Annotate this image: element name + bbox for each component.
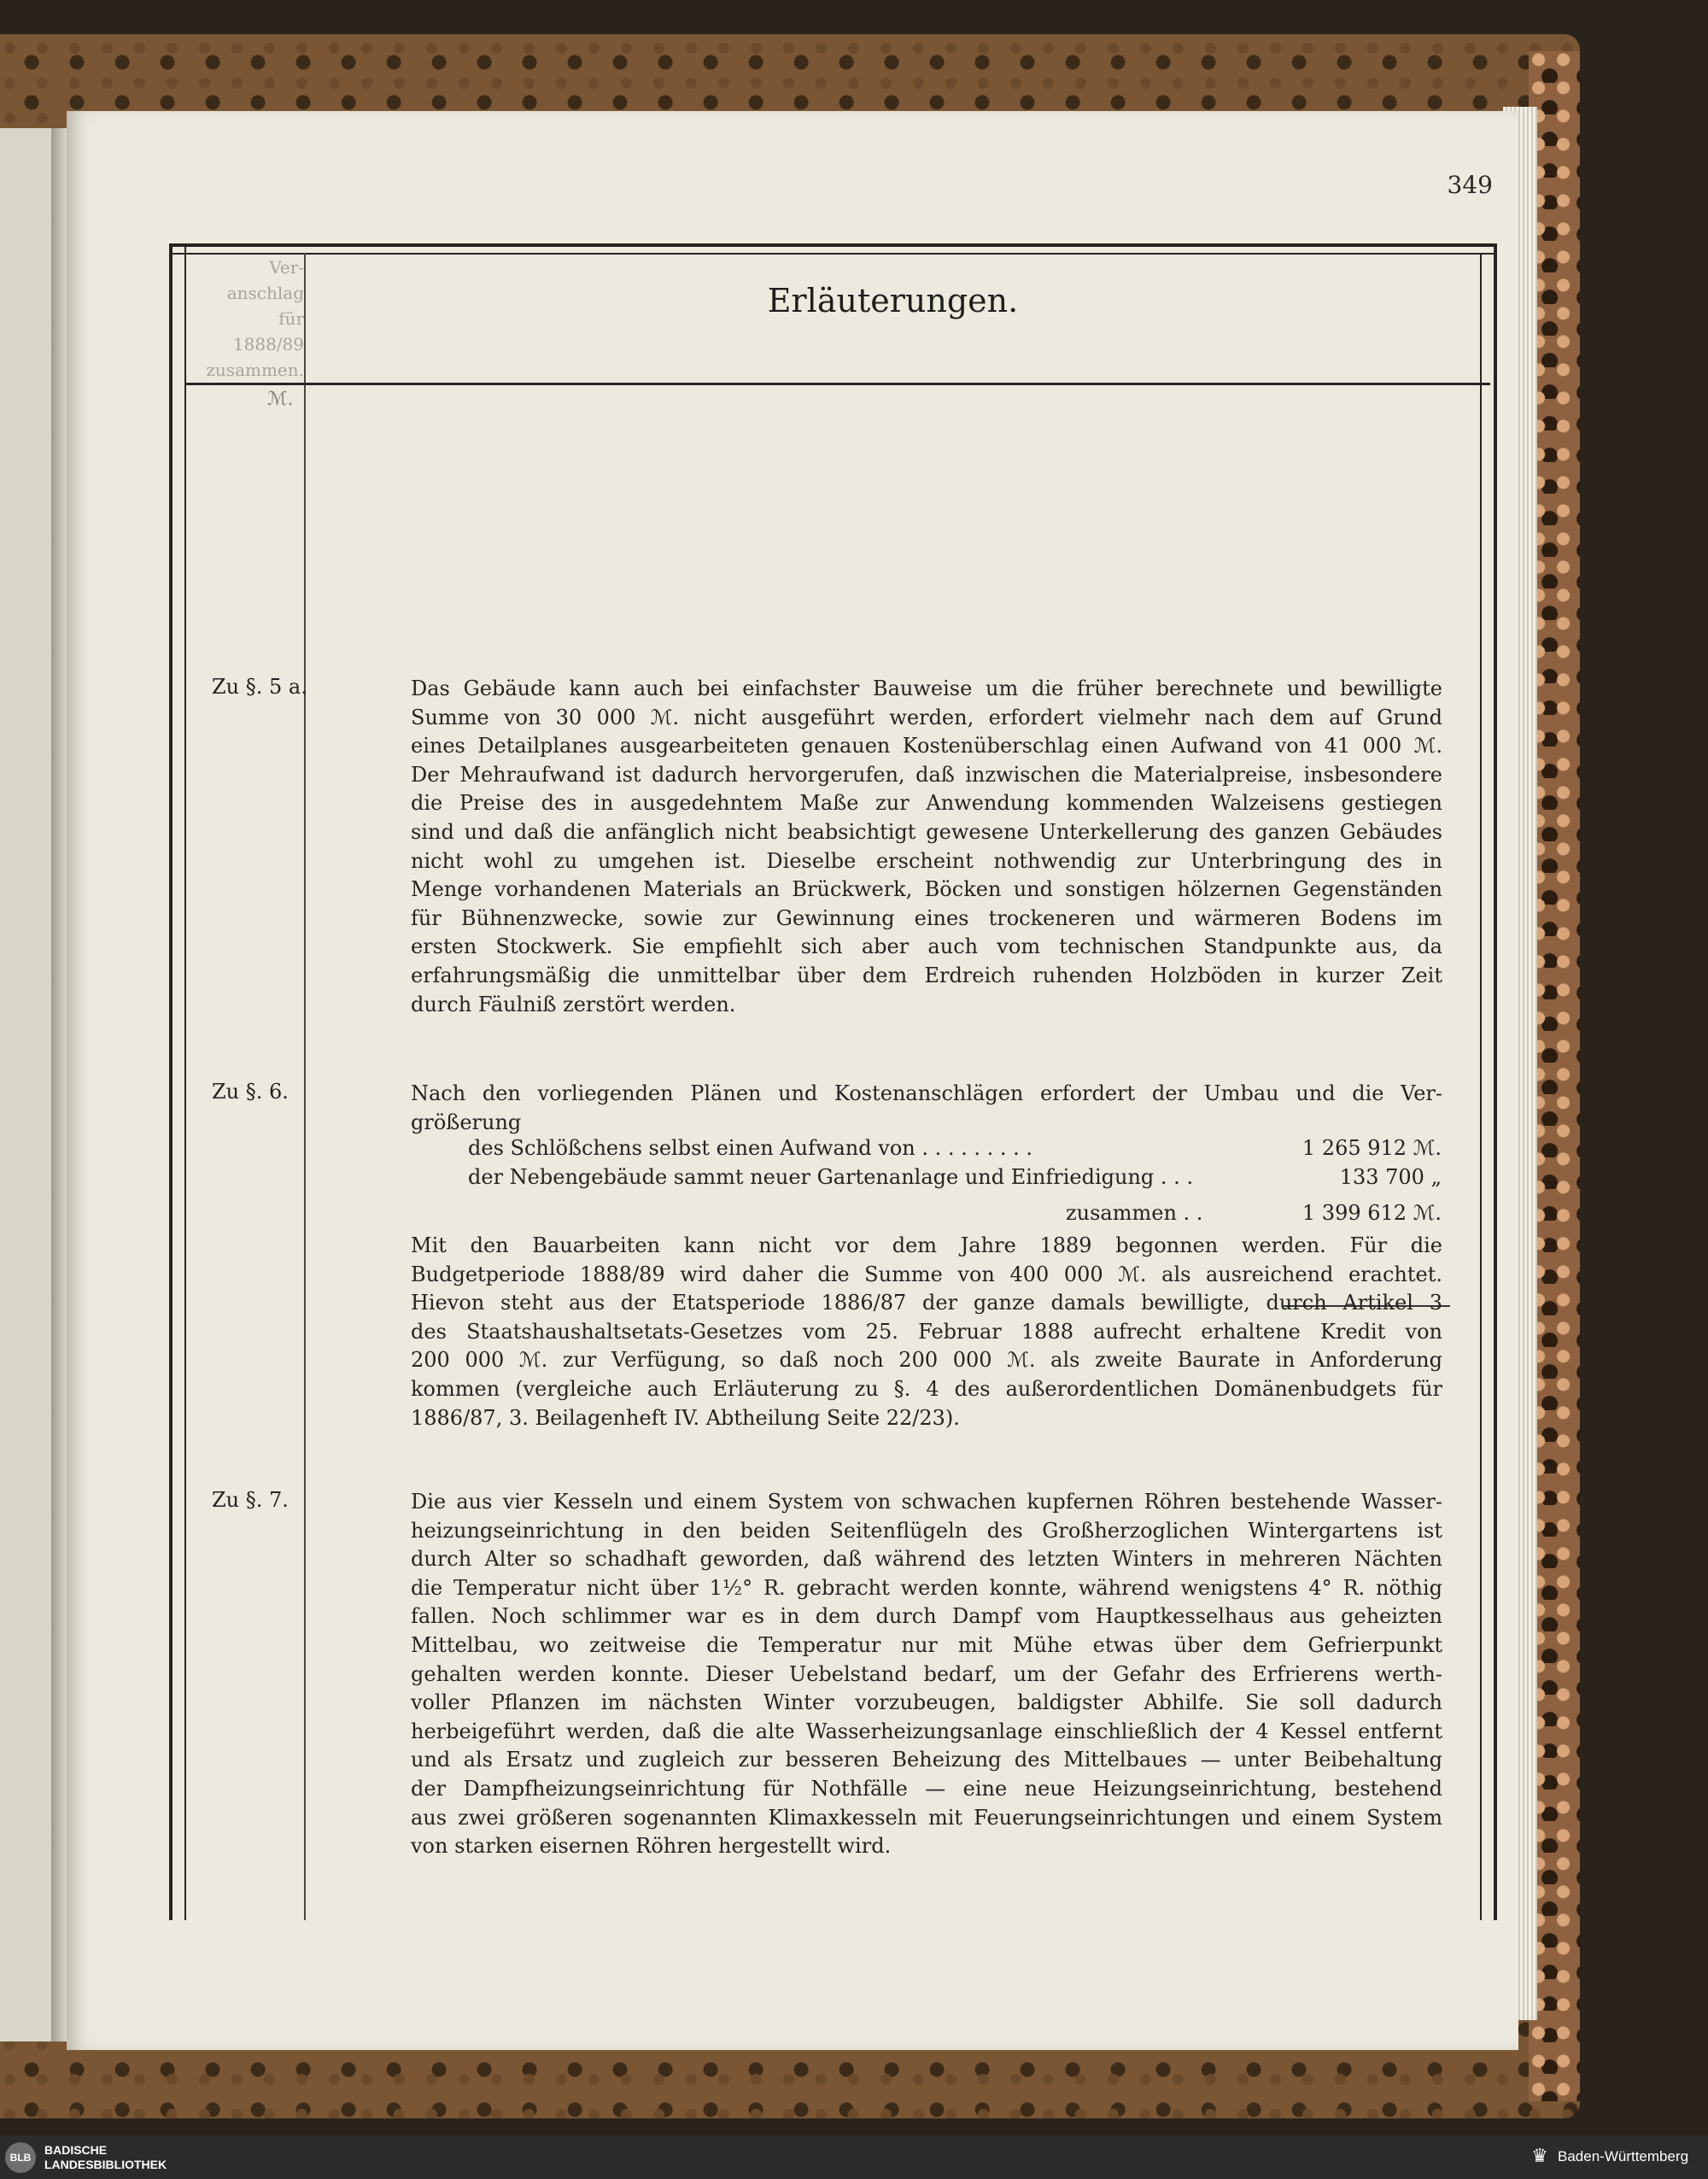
page-heading: Erläuterungen. <box>767 282 1019 319</box>
text-line: heizungseinrichtung in den beiden Seitenflügeln des Großherzoglichen Wintergartens ist <box>411 1518 1442 1543</box>
text-line: Menge vorhandenen Materials an Brückwerk, Böcken und sonstigen hölzernen Gegenständen <box>411 877 1442 902</box>
text-line: Nach den vorliegenden Plänen und Kostenanschlägen erfordert der Umbau und die Ver- <box>411 1081 1442 1105</box>
section-6-text <box>411 1232 1442 1432</box>
region-name[interactable]: Baden-Württemberg <box>1558 2148 1689 2164</box>
page-number: 349 <box>1447 171 1493 199</box>
section-7-text <box>411 1488 1442 1861</box>
ghost-text: zusammen. <box>206 360 304 380</box>
text-line: Hievon steht aus der Etatsperiode 1886/87 der ganze damals bewilligte, durch Artikel 3 <box>411 1291 1442 1315</box>
text-line: durch Fäulniß zerstört werden. <box>411 992 736 1016</box>
viewer-footer-bar <box>0 2135 1708 2179</box>
text-line: für Bühnenzwecke, sowie zur Gewinnung eines trockeneren und wärmeren Bodens im <box>411 905 1442 930</box>
text-line: größerung <box>411 1110 522 1134</box>
ghost-text: 1888/89 <box>232 334 304 354</box>
ghost-text: Ver- <box>269 257 304 278</box>
text-line: herbeigeführt werden, daß die alte Wasserheizungsanlage einschließlich der 4 Kessel entfernt <box>411 1719 1442 1743</box>
cost-total-amount: 1 399 612 ℳ. <box>1301 1201 1442 1225</box>
text-line: Das Gebäude kann auch bei einfachster Bauweise um die früher berechnete und bewilligte <box>411 677 1442 700</box>
section-ref-7: Zu §. 7. <box>212 1488 289 1512</box>
spine-shadow <box>51 128 68 2041</box>
coat-of-arms-icon: ♛ <box>1531 2146 1548 2167</box>
cost-row <box>468 1136 1442 1165</box>
text-line: Mit den Bauarbeiten kann nicht vor dem Jahre 1889 begonnen werden. Für die <box>411 1233 1442 1257</box>
frame-right-inner-rule <box>1480 253 1482 1920</box>
text-line: 200 000 ℳ. zur Verfügung, so daß noch 200 000 ℳ. als zweite Baurate in Anforderung <box>411 1348 1442 1373</box>
book-page <box>67 111 1518 2050</box>
text-line: sind und daß die anfänglich nicht beabsichtigt gewesene Unterkellerung des ganzen Gebäudes <box>411 819 1442 844</box>
text-line: eines Detailplanes ausgearbeiteten genauen Kostenüberschlag einen Aufwand von 41 000 ℳ. <box>411 734 1442 759</box>
text-line: und als Ersatz und zugleich zur besseren Beheizung des Mittelbaues — unter Beibehaltung <box>411 1748 1442 1772</box>
library-name-line: LANDESBIBLIOTHEK <box>44 2158 167 2171</box>
text-line: erfahrungsmäßig die unmittelbar über dem Erdreich ruhenden Holzböden in kurzer Zeit <box>411 963 1442 987</box>
header-rule <box>186 383 1490 385</box>
text-line: aus zwei größeren sogenannten Klimaxkesseln mit Feuerungseinrichtungen und einem System <box>411 1805 1442 1830</box>
text-line: Budgetperiode 1888/89 wird daher die Summe von 400 000 ℳ. als ausreichend erachtet. <box>411 1262 1442 1286</box>
cost-label: der Nebengebäude sammt neuer Gartenanlage und Einfriedigung . . . <box>468 1165 1194 1189</box>
section-ref-6: Zu §. 6. <box>212 1080 289 1104</box>
text-line: Summe von 30 000 ℳ. nicht ausgeführt werden, erfordert vielmehr nach dem auf Grund <box>411 705 1442 729</box>
section-ref-5a: Zu §. 5 a. <box>212 675 307 699</box>
text-line: voller Pflanzen im nächsten Winter vorzubeugen, baldigster Abhilfe. Sie soll dadurch <box>411 1690 1442 1715</box>
text-line: Der Mehraufwand ist dadurch hervorgerufen, daß inzwischen die Materialpreise, insbesondere <box>411 762 1442 787</box>
ghost-text: für <box>278 308 304 329</box>
text-line: 1886/87, 3. Beilagenheft IV. Abtheilung Seite 22/23). <box>411 1405 960 1430</box>
frame-left-inner-rule <box>184 246 186 1920</box>
text-line: die Temperatur nicht über 1½° R. gebracht werden konnte, während wenigstens 4° R. nöthig <box>411 1575 1442 1600</box>
cost-total-label: zusammen . . <box>1066 1201 1203 1225</box>
text-line: durch Alter so schadhaft geworden, daß während des letzten Winters in mehreren Nächten <box>411 1547 1442 1572</box>
cost-row <box>468 1165 1442 1194</box>
text-line: von starken eisernen Röhren hergestellt wird. <box>411 1834 892 1859</box>
show-through-unit: ℳ. <box>267 389 294 410</box>
text-line: Die aus vier Kesseln und einem System von schwachen kupfernen Röhren bestehende Wasser- <box>411 1490 1442 1514</box>
text-line: der Dampfheizungseinrichtung für Nothfälle — eine neue Heizungseinrichtung, bestehend <box>411 1776 1442 1801</box>
show-through-column-header <box>186 255 304 383</box>
cost-amount: 1 265 912 ℳ. <box>1301 1136 1442 1160</box>
text-line: Mittelbau, wo zeitweise die Temperatur nur mit Mühe etwas über dem Gefrierpunkt <box>411 1632 1442 1657</box>
section-6-intro <box>411 1080 1442 1137</box>
cost-amount: 133 700 „ <box>1339 1165 1442 1189</box>
library-name[interactable] <box>44 2143 167 2172</box>
section-5a-text <box>411 675 1442 1019</box>
ghost-text: anschlag <box>226 283 304 303</box>
library-name-line: BADISCHE <box>44 2143 108 2157</box>
text-line: gehalten werden konnte. Dieser Uebelstand bedarf, um der Gefahr des Erfrierens werth- <box>411 1661 1442 1686</box>
cost-label: des Schlößchens selbst einen Aufwand von . . . . . . . . . <box>468 1136 1033 1160</box>
text-line: kommen (vergleiche auch Erläuterung zu §. 4 des außerordentlichen Domänenbudgets für <box>411 1376 1442 1401</box>
text-line: nicht wohl zu umgehen ist. Dieselbe erscheint nothwendig zur Unterbringung des in <box>411 848 1442 873</box>
text-line: die Preise des in ausgedehntem Maße zur Anwendung kommenden Walzeisens gestiegen <box>411 791 1442 816</box>
cost-total-row <box>468 1201 1442 1230</box>
text-line: ersten Stockwerk. Sie empfiehlt sich aber auch vom technischen Standpunkte aus, da <box>411 934 1442 959</box>
text-line: fallen. Noch schlimmer war es in dem durch Dampf vom Hauptkesselhaus aus geheizten <box>411 1604 1442 1629</box>
blb-logo-icon[interactable]: BLB <box>5 2142 36 2173</box>
text-line: des Staatshaushaltsetats-Gesetzes vom 25. Februar 1888 aufrecht erhaltene Kredit von <box>411 1319 1442 1344</box>
